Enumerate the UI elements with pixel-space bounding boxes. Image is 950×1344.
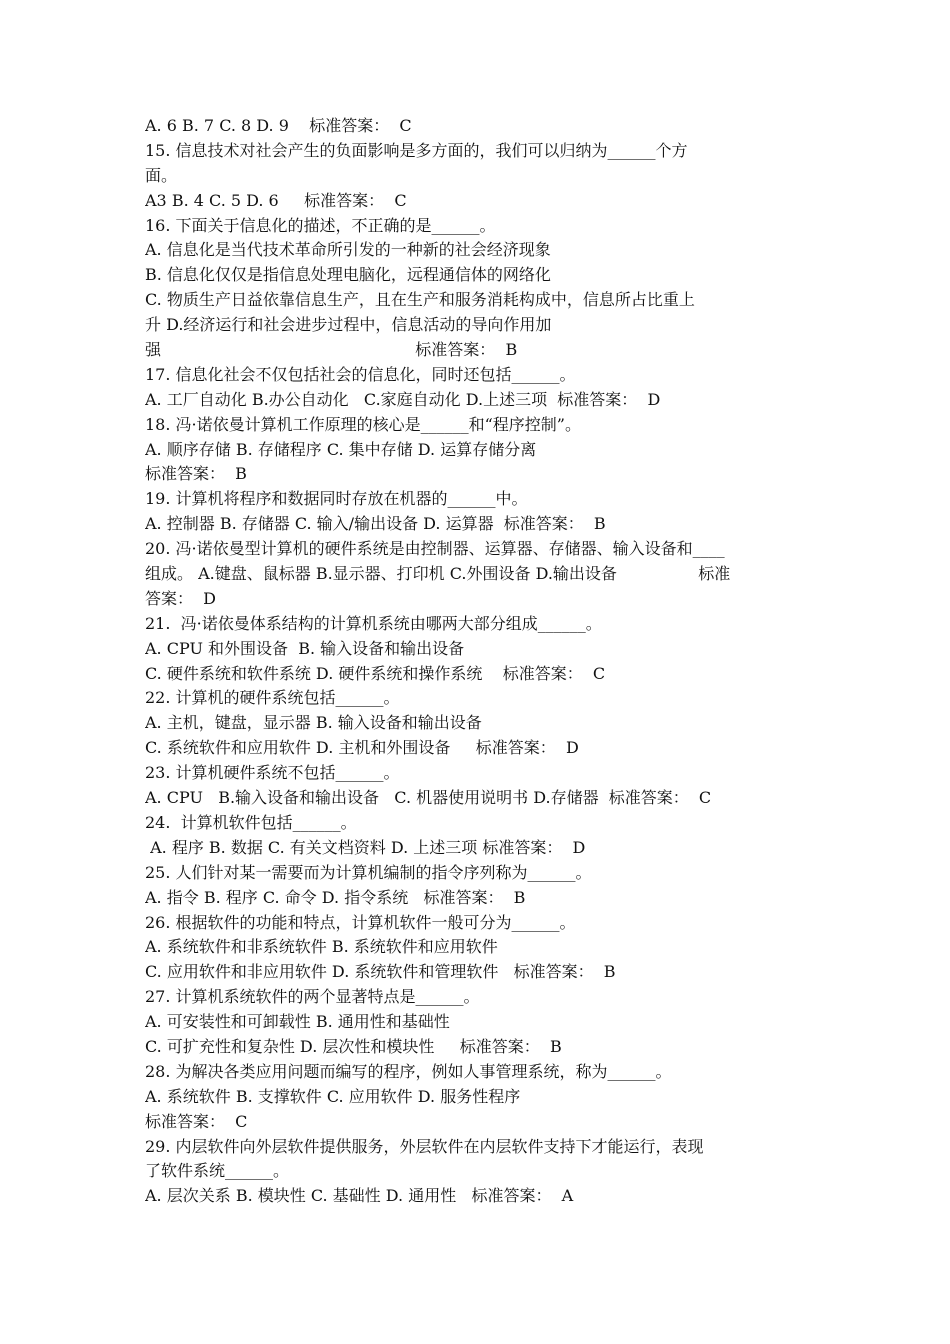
option-line: A. 指令 B. 程序 C. 命令 D. 指令系统 标准答案： B bbox=[145, 887, 526, 907]
option-line: A. 控制器 B. 存储器 C. 输入/输出设备 D. 运算器 标准答案： B bbox=[145, 514, 606, 534]
answer-line: 强 标准答案： B bbox=[145, 340, 518, 360]
question-text-block bbox=[145, 114, 810, 1209]
option-line: A. 层次关系 B. 模块性 C. 基础性 D. 通用性 标准答案： A bbox=[145, 1186, 574, 1206]
question-18: 18. 冯·诺依曼计算机工作原理的核心是______和“程序控制”。 bbox=[145, 414, 581, 434]
option-line: A. 主机，键盘，显示器 B. 输入设备和输出设备 bbox=[145, 713, 482, 733]
text-line: 了软件系统______。 bbox=[145, 1161, 290, 1181]
question-25: 25. 人们针对某一需要而为计算机编制的指令序列称为______。 bbox=[145, 862, 592, 882]
text-line: 面。 bbox=[145, 165, 178, 185]
answer-line: 标准答案： B bbox=[145, 464, 247, 484]
option-line: C. 系统软件和应用软件 D. 主机和外围设备 标准答案： D bbox=[145, 738, 579, 758]
question-21: 21. 冯·诺依曼体系结构的计算机系统由哪两大部分组成______。 bbox=[145, 613, 602, 633]
answer-line: 答案： D bbox=[145, 588, 217, 608]
question-26: 26. 根据软件的功能和特点，计算机软件一般可分为______。 bbox=[145, 912, 576, 932]
question-29: 29. 内层软件向外层软件提供服务，外层软件在内层软件支持下才能运行，表现 bbox=[145, 1136, 704, 1156]
answer-line: A3 B. 4 C. 5 D. 6 标准答案： C bbox=[145, 190, 407, 210]
option-line: A. CPU 和外围设备 B. 输入设备和输出设备 bbox=[145, 638, 465, 658]
question-16: 16. 下面关于信息化的描述，不正确的是______。 bbox=[145, 215, 496, 235]
option-line: 升 D.经济运行和社会进步过程中，信息活动的导向作用加 bbox=[145, 315, 552, 335]
question-24: 24. 计算机软件包括______。 bbox=[145, 812, 357, 832]
option-line: C. 物质生产日益依靠信息生产，且在生产和服务消耗构成中，信息所占比重上 bbox=[145, 290, 695, 310]
option-line: A. 信息化是当代技术革命所引发的一种新的社会经济现象 bbox=[145, 240, 551, 260]
option-line: C. 可扩充性和复杂性 D. 层次性和模块性 标准答案： B bbox=[145, 1036, 562, 1056]
question-15: 15. 信息技术对社会产生的负面影响是多方面的，我们可以归纳为______个方 bbox=[145, 140, 688, 160]
option-line: C. 应用软件和非应用软件 D. 系统软件和管理软件 标准答案： B bbox=[145, 962, 616, 982]
question-23: 23. 计算机硬件系统不包括______。 bbox=[145, 763, 400, 783]
option-line: C. 硬件系统和软件系统 D. 硬件系统和操作系统 标准答案： C bbox=[145, 663, 606, 683]
question-27: 27. 计算机系统软件的两个显著特点是______。 bbox=[145, 987, 480, 1007]
option-line: A. 工厂自动化 B.办公自动化 C.家庭自动化 D.上述三项 标准答案： D bbox=[145, 389, 661, 409]
question-22: 22. 计算机的硬件系统包括______。 bbox=[145, 688, 400, 708]
question-28: 28. 为解决各类应用问题而编写的程序，例如人事管理系统，称为______。 bbox=[145, 1061, 672, 1081]
question-19: 19. 计算机将程序和数据同时存放在机器的______中。 bbox=[145, 489, 528, 509]
option-line: A. CPU B.输入设备和输出设备 C. 机器使用说明书 D.存储器 标准答案： C bbox=[145, 788, 712, 808]
question-20: 20. 冯·诺依曼型计算机的硬件系统是由控制器、运算器、存储器、输入设备和____ bbox=[145, 539, 725, 559]
option-line: B. 信息化仅仅是指信息处理电脑化，远程通信体的网络化 bbox=[145, 265, 551, 285]
text-line: A. 6 B. 7 C. 8 D. 9 标准答案： C bbox=[145, 116, 412, 135]
answer-line: 标准答案： C bbox=[145, 1111, 248, 1131]
option-line: A. 程序 B. 数据 C. 有关文档资料 D. 上述三项 标准答案： D bbox=[145, 837, 586, 857]
option-line: 组成。 A.键盘、鼠标器 B.显示器、打印机 C.外围设备 D.输出设备 标准 bbox=[145, 564, 731, 584]
option-line: A. 可安装性和可卸载性 B. 通用性和基础性 bbox=[145, 1012, 450, 1032]
option-line: A. 顺序存储 B. 存储程序 C. 集中存储 D. 运算存储分离 bbox=[145, 439, 537, 459]
option-line: A. 系统软件和非系统软件 B. 系统软件和应用软件 bbox=[145, 937, 498, 957]
option-line: A. 系统软件 B. 支撑软件 C. 应用软件 D. 服务性程序 bbox=[145, 1086, 521, 1106]
question-17: 17. 信息化社会不仅包括社会的信息化，同时还包括______。 bbox=[145, 364, 576, 384]
